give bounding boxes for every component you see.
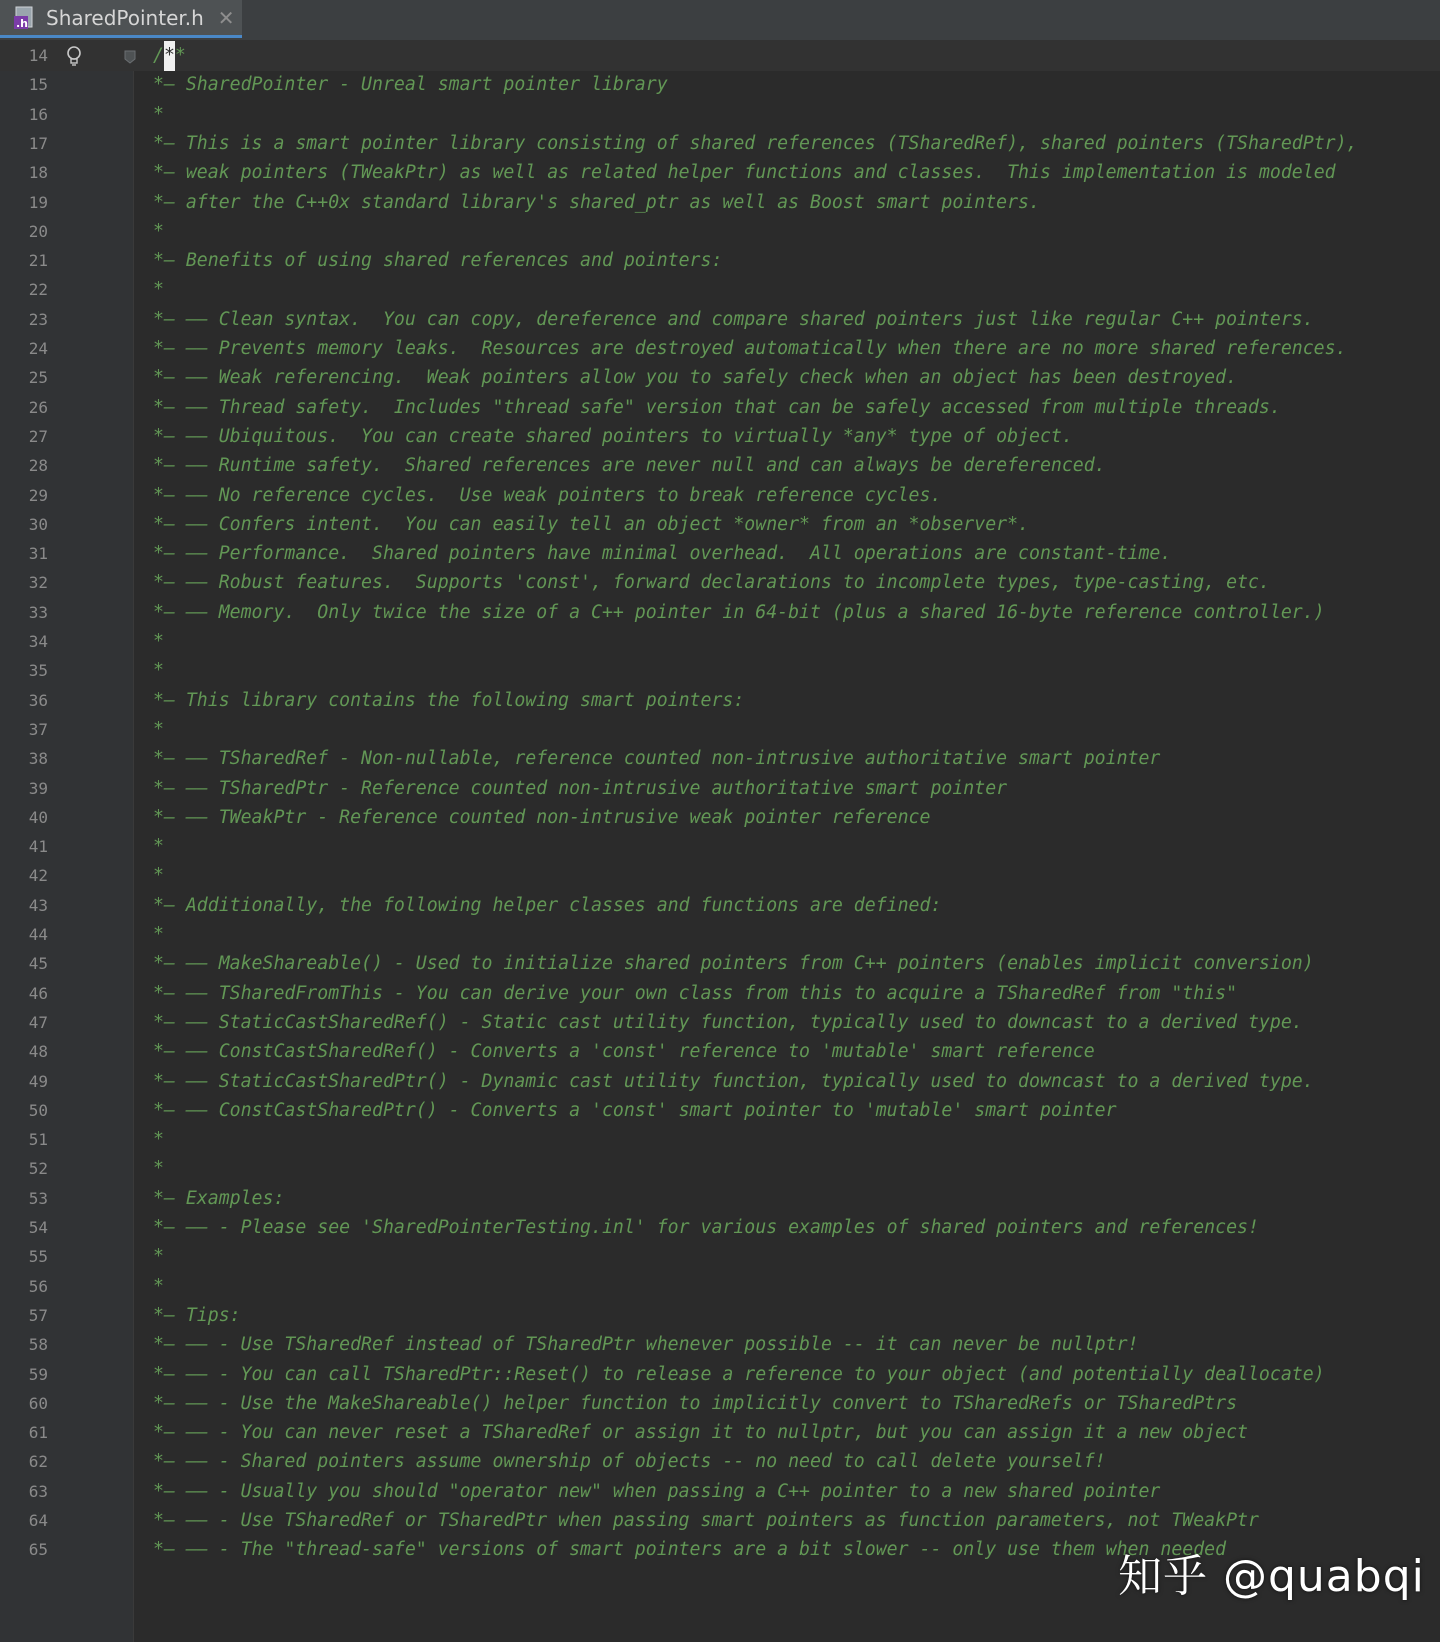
code-text (153, 1535, 1226, 1565)
code-line[interactable] (0, 1096, 1440, 1126)
line-number: 26 (28, 397, 48, 417)
line-number: 62 (28, 1452, 48, 1472)
line-number: 55 (28, 1247, 48, 1267)
comment-prefix: *— —— (153, 982, 219, 1004)
line-number: 28 (28, 456, 48, 476)
line-number: 22 (28, 280, 48, 300)
comment-prefix: * (153, 1129, 164, 1151)
line-number: 65 (28, 1540, 48, 1560)
line-number: 46 (28, 983, 48, 1003)
comment-prefix: *— —— (153, 484, 219, 506)
comment-text: Clean syntax. You can copy, dereference and compare shared pointers just like regular C++ pointers. (218, 308, 1314, 330)
comment-prefix: * (153, 865, 164, 887)
comment-prefix: *— (153, 74, 186, 96)
comment-text: ConstCastSharedRef() - Converts a 'const' reference to 'mutable' smart reference (218, 1041, 1095, 1063)
comment-prefix: *— —— (153, 1011, 219, 1033)
code-text (153, 393, 1281, 423)
comment-prefix: *— —— (153, 1099, 219, 1121)
line-number: 43 (28, 895, 48, 915)
comment-text: ConstCastSharedPtr() - Converts a 'const' smart pointer to 'mutable' smart pointer (218, 1099, 1117, 1121)
comment-prefix: *— —— (153, 308, 219, 330)
code-line[interactable] (0, 1008, 1440, 1038)
code-text (153, 1213, 1259, 1243)
line-number: 41 (28, 837, 48, 857)
code-line[interactable] (0, 1037, 1440, 1067)
line-number: 49 (28, 1071, 48, 1091)
comment-text: No reference cycles. Use weak pointers to break reference cycles. (218, 484, 942, 506)
code-line[interactable] (0, 979, 1440, 1009)
comment-text: StaticCastSharedPtr() - Dynamic cast utility function, typically used to downcast to a derived type. (218, 1070, 1314, 1092)
line-number: 48 (28, 1042, 48, 1062)
text-caret: * (164, 41, 175, 71)
line-number: 45 (28, 954, 48, 974)
line-number: 58 (28, 1335, 48, 1355)
comment-text: Memory. Only twice the size of a C++ pointer in 64-bit (plus a shared 16-byte reference controller.) (218, 601, 1325, 623)
code-line[interactable] (0, 1184, 1440, 1214)
code-line[interactable] (0, 41, 1440, 71)
comment-text: - Use TSharedRef or TSharedPtr when passing smart pointers as function parameters, not TWeakPtr (218, 1510, 1259, 1531)
line-number: 29 (28, 485, 48, 505)
code-line[interactable] (0, 1389, 1440, 1419)
code-text (153, 41, 186, 71)
code-text (153, 1418, 1248, 1448)
code-text (153, 363, 1237, 393)
code-line[interactable] (0, 334, 1440, 364)
comment-text: Examples: (185, 1187, 285, 1209)
line-number: 51 (28, 1130, 48, 1150)
comment-text: Weak referencing. Weak pointers allow you to safely check when an object has been destroyed. (218, 367, 1238, 389)
comment-text: TWeakPtr - Reference counted non-intrusive weak pointer reference (218, 806, 931, 828)
comment-text: Robust features. Supports 'const', forward declarations to incomplete types, type-casting, etc. (218, 572, 1270, 594)
comment-prefix: *— —— (153, 425, 219, 447)
comment-open: / (153, 45, 164, 66)
code-text (153, 1301, 241, 1331)
watermark: 知乎 @quabqi (1118, 1551, 1425, 1602)
comment-text: Performance. Shared pointers have minimal overhead. All operations are constant-time. (218, 543, 1172, 565)
comment-text: - Usually you should "operator new" when passing a C++ pointer to a new shared pointer (218, 1480, 1161, 1502)
code-line[interactable] (0, 246, 1440, 276)
code-line[interactable] (0, 217, 1440, 247)
code-line[interactable] (0, 510, 1440, 540)
code-text (153, 510, 1029, 540)
line-number: 60 (28, 1393, 48, 1413)
code-text (153, 686, 744, 716)
code-text (153, 1447, 1106, 1477)
line-number: 15 (28, 75, 48, 95)
comment-text: Tips: (185, 1304, 241, 1326)
code-text (153, 100, 164, 130)
code-line[interactable] (0, 715, 1440, 745)
comment-prefix: * (153, 718, 164, 740)
code-text (153, 656, 164, 686)
code-text (153, 949, 1314, 979)
code-line[interactable] (0, 1213, 1440, 1243)
line-number: 50 (28, 1100, 48, 1120)
line-number: 57 (28, 1305, 48, 1325)
code-line[interactable] (0, 803, 1440, 833)
code-text (153, 158, 1336, 188)
code-line[interactable] (0, 70, 1440, 100)
comment-prefix: *— —— (153, 338, 219, 359)
line-number: 18 (28, 163, 48, 183)
code-line[interactable] (0, 393, 1440, 423)
comment-prefix: *— (153, 1304, 186, 1326)
code-line[interactable] (0, 100, 1440, 130)
line-number: 56 (28, 1276, 48, 1296)
code-text (153, 598, 1325, 628)
code-line[interactable] (0, 1242, 1440, 1272)
code-editor[interactable] (0, 41, 1440, 1642)
comment-prefix: *— —— (153, 1422, 219, 1444)
code-text (153, 861, 164, 891)
line-number: 33 (28, 602, 48, 622)
comment-prefix: * (153, 279, 164, 301)
comment-text: StaticCastSharedRef() - Static cast utility function, typically used to downcast to a derived type. (218, 1011, 1303, 1033)
code-text (153, 979, 1237, 1009)
line-number: 14 (28, 46, 48, 65)
line-number: 16 (28, 104, 48, 124)
comment-text: Thread safety. Includes "thread safe" version that can be safely accessed from multiple threads. (218, 396, 1281, 418)
comment-prefix: *— —— (153, 1451, 219, 1473)
code-text (153, 1360, 1325, 1390)
comment-prefix: *— —— (153, 1539, 219, 1561)
line-number: 36 (28, 690, 48, 710)
comment-text: - Use the MakeShareable() helper function to implicitly convert to TSharedRefs or TSharedPtrs (218, 1392, 1238, 1414)
code-text (153, 1506, 1259, 1536)
code-line[interactable] (0, 686, 1440, 716)
editor-tab-bar (0, 0, 1440, 41)
comment-prefix: *— —— (153, 1070, 219, 1092)
code-text (153, 715, 164, 745)
comment-prefix: * (153, 220, 164, 242)
line-number: 63 (28, 1481, 48, 1501)
comment-text: This is a smart pointer library consisting of shared references (TSharedRef), shared pointers (TSharedPtr), (185, 132, 1358, 154)
code-line[interactable] (0, 774, 1440, 804)
code-line[interactable] (0, 627, 1440, 657)
comment-prefix: *— (153, 162, 186, 184)
comment-prefix: *— —— (153, 513, 219, 535)
code-text (153, 803, 930, 833)
code-text (153, 1272, 164, 1302)
comment-prefix: *— —— (153, 748, 219, 770)
code-line[interactable] (0, 920, 1440, 950)
code-line[interactable] (0, 1477, 1440, 1507)
code-line[interactable] (0, 656, 1440, 686)
code-line[interactable] (0, 598, 1440, 628)
line-number: 31 (28, 544, 48, 564)
code-text (153, 568, 1270, 598)
code-text (153, 1154, 164, 1184)
code-line[interactable] (0, 188, 1440, 218)
comment-prefix: * (153, 631, 164, 652)
comment-prefix: *— —— (153, 1392, 219, 1414)
code-line[interactable] (0, 363, 1440, 393)
line-number: 47 (28, 1012, 48, 1032)
line-number: 54 (28, 1218, 48, 1237)
comment-prefix: *— (153, 250, 186, 272)
code-text (153, 1125, 164, 1155)
comment-prefix: *— (153, 191, 186, 213)
comment-prefix: *— —— (153, 367, 219, 389)
code-text (153, 774, 1007, 804)
comment-text: Additionally, the following helper classes and functions are defined: (185, 894, 942, 916)
code-line[interactable] (0, 1506, 1440, 1536)
comment-prefix: *— —— (153, 1363, 219, 1385)
line-number: 24 (28, 339, 48, 358)
line-number: 35 (28, 661, 48, 681)
line-number: 32 (28, 573, 48, 593)
comment-prefix: * (153, 924, 164, 945)
lightbulb-icon[interactable] (64, 44, 84, 68)
code-text (153, 481, 941, 511)
code-text (153, 1330, 1139, 1360)
comment-prefix: * (153, 103, 164, 125)
code-text (153, 832, 164, 862)
comment-text: - You can call TSharedPtr::Reset() to release a reference to your object (and potentially deallocate) (218, 1363, 1325, 1385)
cpp-header-file-icon (14, 6, 36, 30)
comment-text: MakeShareable() - Used to initialize shared pointers from C++ pointers (enables implicit conversion) (218, 953, 1314, 975)
code-text (153, 451, 1106, 481)
comment-prefix: *— —— (153, 543, 219, 565)
comment-prefix: *— —— (153, 1480, 219, 1502)
code-text (153, 1008, 1303, 1038)
comment-prefix: * (153, 660, 164, 682)
code-text (153, 891, 941, 921)
comment-prefix: *— —— (153, 396, 219, 418)
comment-prefix: *— —— (153, 455, 219, 477)
line-number: 40 (28, 807, 48, 827)
code-text (153, 1477, 1160, 1507)
line-number: 44 (28, 925, 48, 944)
code-text (153, 1184, 284, 1214)
line-number: 59 (28, 1364, 48, 1384)
line-number: 25 (28, 368, 48, 388)
comment-prefix: *— —— (153, 572, 219, 594)
code-text (153, 275, 164, 305)
line-number: 20 (28, 221, 48, 241)
code-text (153, 217, 164, 247)
code-line[interactable] (0, 275, 1440, 305)
code-line[interactable] (0, 1447, 1440, 1477)
comment-text: - The "thread-safe" versions of smart pointers are a bit slower -- only use them when needed (218, 1539, 1227, 1561)
comment-prefix: *— —— (153, 1041, 219, 1063)
line-number: 17 (28, 133, 48, 153)
code-text (153, 1242, 164, 1272)
comment-prefix: *— —— (153, 1510, 219, 1531)
tab-sharedpointer-h[interactable] (0, 0, 242, 38)
comment-prefix: *— (153, 894, 186, 916)
comment-prefix: *— (153, 132, 186, 154)
comment-text: - Please see 'SharedPointerTesting.inl' for various examples of shared pointers and references! (218, 1217, 1259, 1238)
comment-prefix: * (153, 1158, 164, 1180)
line-number: 52 (28, 1159, 48, 1179)
code-line[interactable] (0, 1301, 1440, 1331)
code-text (153, 305, 1314, 335)
line-number: 34 (28, 632, 48, 651)
line-number: 53 (28, 1188, 48, 1208)
code-line[interactable] (0, 158, 1440, 188)
comment-text: Ubiquitous. You can create shared pointers to virtually *any* type of object. (218, 425, 1073, 447)
code-text (153, 422, 1073, 452)
comment-prefix: * (153, 1246, 164, 1268)
comment-prefix: *— (153, 689, 186, 711)
comment-text: - Shared pointers assume ownership of objects -- no need to call delete yourself! (218, 1451, 1106, 1473)
code-line[interactable] (0, 1067, 1440, 1097)
comment-text: Prevents memory leaks. Resources are destroyed automatically when there are no more shared references. (218, 338, 1347, 359)
code-text (153, 334, 1347, 364)
comment-text: Confers intent. You can easily tell an object *owner* from an *observer*. (218, 513, 1029, 535)
comment-prefix: *— —— (153, 1334, 219, 1356)
code-text (153, 920, 164, 950)
close-icon[interactable]: ✕ (217, 5, 235, 30)
comment-text: Runtime safety. Shared references are never null and can always be dereferenced. (218, 455, 1106, 477)
code-text (153, 188, 1040, 218)
code-text (153, 129, 1358, 159)
comment-text: SharedPointer - Unreal smart pointer library (185, 74, 668, 96)
code-line[interactable] (0, 949, 1440, 979)
comment-prefix: * (153, 1275, 164, 1297)
code-line[interactable] (0, 1360, 1440, 1390)
comment-prefix: *— —— (153, 777, 219, 799)
code-line[interactable] (0, 1330, 1440, 1360)
code-text (153, 1096, 1117, 1126)
code-text (153, 744, 1160, 774)
comment-text: This library contains the following smart pointers: (185, 689, 745, 711)
tab-title: SharedPointer.h (46, 5, 204, 30)
line-number: 23 (28, 309, 48, 329)
comment-prefix: *— —— (153, 806, 219, 828)
comment-open-end: * (174, 45, 186, 66)
comment-text: Benefits of using shared references and pointers: (185, 250, 723, 272)
code-text (153, 627, 164, 657)
code-line[interactable] (0, 861, 1440, 891)
code-text (153, 70, 668, 100)
code-line[interactable] (0, 832, 1440, 862)
code-line[interactable] (0, 539, 1440, 569)
code-text (153, 1389, 1237, 1419)
line-number: 64 (28, 1511, 48, 1530)
line-number: 39 (28, 778, 48, 798)
code-line[interactable] (0, 305, 1440, 335)
comment-text: TSharedRef - Non-nullable, reference counted non-intrusive authoritative smart pointer (218, 748, 1161, 770)
line-number: 61 (28, 1423, 48, 1443)
fold-marker-icon[interactable] (124, 49, 136, 63)
code-line[interactable] (0, 451, 1440, 481)
line-number: 19 (28, 192, 48, 212)
code-line[interactable] (0, 568, 1440, 598)
comment-prefix: *— —— (153, 953, 219, 975)
comment-prefix: *— (153, 1187, 186, 1209)
code-text (153, 1067, 1314, 1097)
code-text (153, 1037, 1095, 1067)
line-number: 21 (28, 251, 48, 271)
code-line[interactable] (0, 481, 1440, 511)
comment-prefix: *— —— (153, 601, 219, 623)
line-number: 38 (28, 749, 48, 769)
code-text (153, 539, 1171, 569)
comment-text: TSharedPtr - Reference counted non-intrusive authoritative smart pointer (218, 777, 1008, 799)
comment-text: - Use TSharedRef instead of TSharedPtr whenever possible -- it can never be nullptr! (218, 1334, 1139, 1356)
code-text (153, 246, 722, 276)
code-line[interactable] (0, 1272, 1440, 1302)
comment-text: weak pointers (TWeakPtr) as well as related helper functions and classes. This implementation is modeled (185, 162, 1336, 184)
comment-text: after the C++0x standard library's shared_ptr as well as Boost smart pointers. (185, 191, 1040, 213)
code-line[interactable] (0, 891, 1440, 921)
code-line[interactable] (0, 422, 1440, 452)
code-line[interactable] (0, 1418, 1440, 1448)
code-line[interactable] (0, 129, 1440, 159)
code-line[interactable] (0, 744, 1440, 774)
comment-text: TSharedFromThis - You can derive your own class from this to acquire a TSharedRef from "this" (218, 982, 1238, 1004)
svg-text:.h: .h (16, 16, 29, 30)
line-number: 42 (28, 866, 48, 886)
comment-prefix: *— —— (153, 1217, 219, 1238)
code-line[interactable] (0, 1125, 1440, 1155)
line-number: 30 (28, 514, 48, 534)
comment-prefix: * (153, 836, 164, 858)
line-number: 27 (28, 426, 48, 446)
comment-text: - You can never reset a TSharedRef or assign it to nullptr, but you can assign it a new object (218, 1422, 1248, 1444)
line-number: 37 (28, 719, 48, 739)
code-line[interactable] (0, 1154, 1440, 1184)
